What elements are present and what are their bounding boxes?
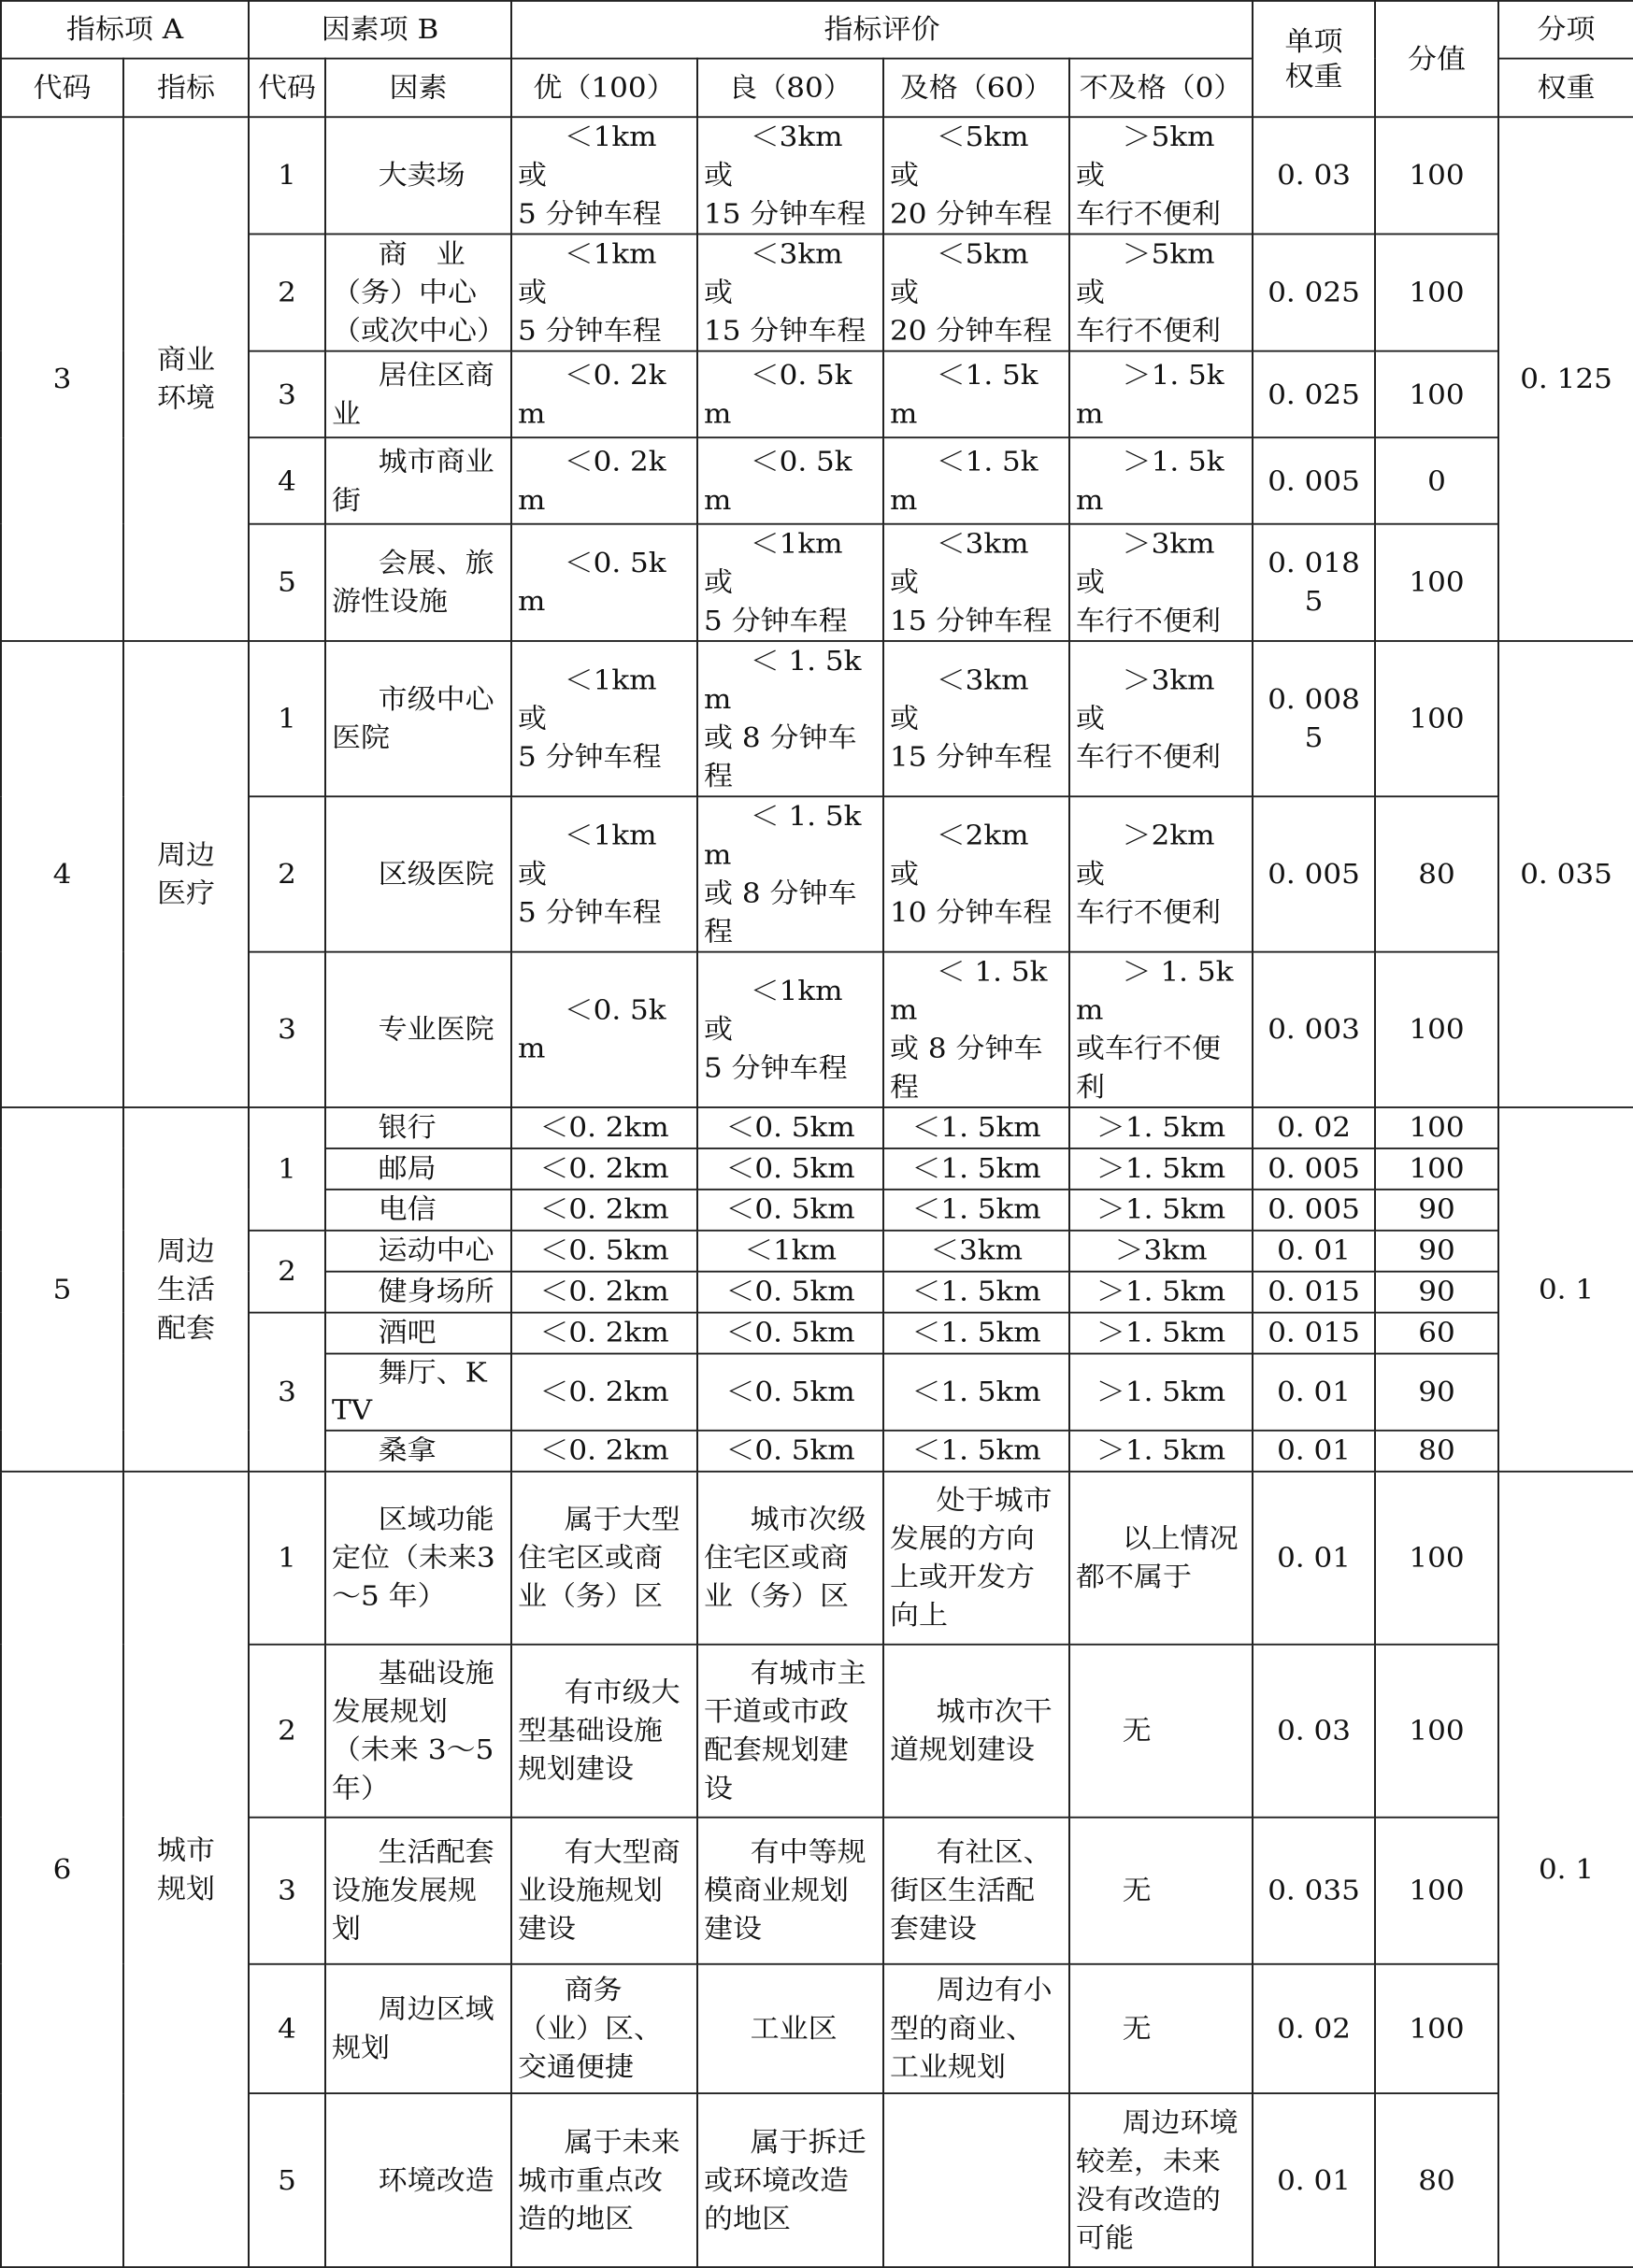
single-weight-cell: 0. 003	[1253, 952, 1375, 1107]
factor-name-cell: 电信	[325, 1190, 511, 1231]
eval-excellent-cell: ＜1km 或 5 分钟车程	[511, 796, 697, 951]
eval-excellent-cell: ＜0. 2km	[511, 351, 697, 438]
eval-fail-cell: ＞1. 5km	[1069, 1190, 1253, 1231]
header-sub-weight-top: 分项	[1498, 1, 1633, 59]
eval-pass-cell: ＜1. 5km	[883, 1354, 1069, 1431]
eval-pass-cell: ＜1. 5km	[883, 1148, 1069, 1190]
score-cell: 80	[1375, 796, 1498, 951]
score-cell: 100	[1375, 1964, 1498, 2093]
factor-name-cell: 桑拿	[325, 1431, 511, 1472]
eval-fail-cell: 以上情况都不属于	[1069, 1472, 1253, 1645]
score-cell: 100	[1375, 952, 1498, 1107]
eval-excellent-cell: ＜1km 或 5 分钟车程	[511, 117, 697, 234]
eval-fail-cell: ＞5km 或 车行不便利	[1069, 234, 1253, 350]
factor-code-cell: 3	[249, 952, 325, 1107]
eval-pass-cell: ＜1. 5km	[883, 1190, 1069, 1231]
eval-excellent-cell: ＜0. 2km	[511, 1148, 697, 1190]
eval-excellent-cell: 有市级大型基础设施规划建设	[511, 1645, 697, 1818]
score-cell: 100	[1375, 1148, 1498, 1190]
eval-pass-cell: ＜3km	[883, 1231, 1069, 1272]
eval-fail-cell: ＞ 1. 5km 或车行不便利	[1069, 952, 1253, 1107]
single-weight-cell: 0. 03	[1253, 1645, 1375, 1818]
eval-good-cell: ＜0. 5km	[697, 1431, 883, 1472]
eval-pass-cell: ＜1. 5km	[883, 1272, 1069, 1313]
eval-pass-cell: ＜1. 5km	[883, 1431, 1069, 1472]
eval-excellent-cell: ＜0. 2km	[511, 1107, 697, 1148]
single-weight-cell: 0. 025	[1253, 351, 1375, 438]
factor-code-cell: 3	[249, 1313, 325, 1472]
single-weight-cell: 0. 015	[1253, 1313, 1375, 1354]
eval-excellent-cell: ＜1km 或 5 分钟车程	[511, 641, 697, 796]
eval-fail-cell: ＞1. 5km	[1069, 1431, 1253, 1472]
eval-pass-cell: ＜1. 5km	[883, 437, 1069, 524]
eval-fail-cell: ＞1. 5km	[1069, 437, 1253, 524]
eval-pass-cell: 处于城市发展的方向上或开发方向上	[883, 1472, 1069, 1645]
single-weight-cell: 0. 025	[1253, 234, 1375, 350]
single-weight-cell: 0. 01	[1253, 1472, 1375, 1645]
factor-code-cell: 3	[249, 351, 325, 438]
eval-fail-cell: ＞1. 5km	[1069, 1354, 1253, 1431]
single-weight-cell: 0. 005	[1253, 1148, 1375, 1190]
eval-pass-cell: 城市次干道规划建设	[883, 1645, 1069, 1818]
indicator-name-cell: 周边 生活 配套	[123, 1107, 249, 1472]
single-weight-cell: 0. 01	[1253, 1231, 1375, 1272]
single-weight-cell: 0. 01	[1253, 1431, 1375, 1472]
eval-excellent-cell: ＜0. 2km	[511, 1313, 697, 1354]
eval-good-cell: ＜3km 或 15 分钟车程	[697, 234, 883, 350]
indicator-code-cell: 4	[1, 641, 123, 1107]
eval-fail-cell: ＞3km 或 车行不便利	[1069, 524, 1253, 641]
eval-good-cell: 有中等规模商业规划建设	[697, 1818, 883, 1964]
eval-fail-cell: ＞5km 或 车行不便利	[1069, 117, 1253, 234]
eval-pass-cell: ＜2km 或 10 分钟车程	[883, 796, 1069, 951]
factor-code-cell: 1	[249, 1472, 325, 1645]
factor-name-cell: 健身场所	[325, 1272, 511, 1313]
header-single-weight: 单项 权重	[1253, 1, 1375, 117]
eval-pass-cell: ＜1. 5km	[883, 1107, 1069, 1148]
score-cell: 100	[1375, 641, 1498, 796]
factor-code-cell: 5	[249, 2093, 325, 2267]
single-weight-cell: 0. 005	[1253, 437, 1375, 524]
factor-name-cell: 生活配套设施发展规划	[325, 1818, 511, 1964]
table-row	[1, 1107, 1633, 1148]
header-code-a: 代码	[1, 59, 123, 118]
factor-code-cell: 3	[249, 1818, 325, 1964]
eval-good-cell: 属于拆迁或环境改造的地区	[697, 2093, 883, 2267]
single-weight-cell: 0. 035	[1253, 1818, 1375, 1964]
factor-name-cell: 区域功能定位（未来3～5 年）	[325, 1472, 511, 1645]
single-weight-cell: 0. 01	[1253, 2093, 1375, 2267]
eval-excellent-cell: ＜0. 2km	[511, 1190, 697, 1231]
factor-name-cell: 运动中心	[325, 1231, 511, 1272]
header-row-1	[1, 1, 1633, 59]
single-weight-cell: 0. 005	[1253, 796, 1375, 951]
score-cell: 100	[1375, 1107, 1498, 1148]
eval-fail-cell: 周边环境较差，未来没有改造的可能	[1069, 2093, 1253, 2267]
eval-excellent-cell: ＜0. 5km	[511, 1231, 697, 1272]
score-cell: 100	[1375, 1645, 1498, 1818]
factor-name-cell: 城市商业街	[325, 437, 511, 524]
score-cell: 90	[1375, 1190, 1498, 1231]
eval-good-cell: ＜0. 5km	[697, 1190, 883, 1231]
factor-code-cell: 5	[249, 524, 325, 641]
eval-pass-cell: ＜5km 或 20 分钟车程	[883, 117, 1069, 234]
score-cell: 80	[1375, 2093, 1498, 2267]
eval-excellent-cell: 有大型商业设施规划建设	[511, 1818, 697, 1964]
eval-pass-cell: ＜5km 或 20 分钟车程	[883, 234, 1069, 350]
score-cell: 0	[1375, 437, 1498, 524]
factor-code-cell: 1	[249, 641, 325, 796]
score-cell: 100	[1375, 1472, 1498, 1645]
score-cell: 100	[1375, 234, 1498, 350]
single-weight-cell: 0. 005	[1253, 1190, 1375, 1231]
sub-weight-cell: 0. 1	[1498, 1107, 1633, 1472]
eval-fail-cell: ＞1. 5km	[1069, 1272, 1253, 1313]
eval-excellent-cell: ＜0. 2km	[511, 1431, 697, 1472]
single-weight-cell: 0. 015	[1253, 1272, 1375, 1313]
single-weight-cell: 0. 01	[1253, 1354, 1375, 1431]
factor-code-cell: 1	[249, 1107, 325, 1231]
eval-good-cell: ＜0. 5km	[697, 1148, 883, 1190]
eval-good-cell: ＜ 1. 5km 或 8 分钟车程	[697, 796, 883, 951]
eval-fail-cell: ＞1. 5km	[1069, 1107, 1253, 1148]
single-weight-cell: 0. 03	[1253, 117, 1375, 234]
header-indicator: 指标	[123, 59, 249, 118]
indicator-name-cell: 城市 规划	[123, 1472, 249, 2267]
header-excellent: 优（100）	[511, 59, 697, 118]
eval-excellent-cell: ＜0. 5km	[511, 524, 697, 641]
eval-good-cell: ＜0. 5km	[697, 1107, 883, 1148]
eval-good-cell: ＜1km 或 5 分钟车程	[697, 524, 883, 641]
header-good: 良（80）	[697, 59, 883, 118]
score-cell: 90	[1375, 1231, 1498, 1272]
eval-pass-cell: ＜1. 5km	[883, 1313, 1069, 1354]
table-row	[1, 1472, 1633, 1645]
eval-pass-cell	[883, 2093, 1069, 2267]
factor-name-cell: 酒吧	[325, 1313, 511, 1354]
factor-code-cell: 4	[249, 1964, 325, 2093]
factor-name-cell: 银行	[325, 1107, 511, 1148]
factor-name-cell: 市级中心医院	[325, 641, 511, 796]
eval-fail-cell: 无	[1069, 1645, 1253, 1818]
score-cell: 100	[1375, 117, 1498, 234]
sub-weight-cell: 0. 1	[1498, 1472, 1633, 2267]
eval-fail-cell: 无	[1069, 1964, 1253, 2093]
eval-good-cell: 工业区	[697, 1964, 883, 2093]
factor-name-cell: 环境改造	[325, 2093, 511, 2267]
eval-pass-cell: ＜ 1. 5km 或 8 分钟车程	[883, 952, 1069, 1107]
eval-good-cell: ＜0. 5km	[697, 1313, 883, 1354]
factor-code-cell: 1	[249, 117, 325, 234]
factor-name-cell: 舞厅、KTV	[325, 1354, 511, 1431]
eval-good-cell: ＜0. 5km	[697, 1272, 883, 1313]
score-cell: 100	[1375, 524, 1498, 641]
header-sub-weight-bottom: 权重	[1498, 59, 1633, 118]
table-row	[1, 641, 1633, 796]
eval-fail-cell: ＞3km 或 车行不便利	[1069, 641, 1253, 796]
score-cell: 90	[1375, 1272, 1498, 1313]
factor-name-cell: 会展、旅游性设施	[325, 524, 511, 641]
eval-good-cell: ＜0. 5km	[697, 437, 883, 524]
eval-good-cell: 城市次级住宅区或商业（务）区	[697, 1472, 883, 1645]
eval-excellent-cell: 商务（业）区、交通便捷	[511, 1964, 697, 2093]
eval-fail-cell: 无	[1069, 1818, 1253, 1964]
eval-fail-cell: ＞2km 或 车行不便利	[1069, 796, 1253, 951]
indicator-name-cell: 商业 环境	[123, 117, 249, 641]
eval-good-cell: ＜3km 或 15 分钟车程	[697, 117, 883, 234]
eval-excellent-cell: ＜1km 或 5 分钟车程	[511, 234, 697, 350]
eval-pass-cell: ＜3km 或 15 分钟车程	[883, 524, 1069, 641]
single-weight-cell: 0. 0085	[1253, 641, 1375, 796]
factor-name-cell: 大卖场	[325, 117, 511, 234]
eval-excellent-cell: ＜0. 2km	[511, 1354, 697, 1431]
indicator-name-cell: 周边 医疗	[123, 641, 249, 1107]
eval-fail-cell: ＞3km	[1069, 1231, 1253, 1272]
eval-excellent-cell: ＜0. 2km	[511, 1272, 697, 1313]
header-factor: 因素	[325, 59, 511, 118]
indicator-code-cell: 3	[1, 117, 123, 641]
eval-good-cell: 有城市主干道或市政配套规划建设	[697, 1645, 883, 1818]
eval-fail-cell: ＞1. 5km	[1069, 351, 1253, 438]
eval-good-cell: ＜1km	[697, 1231, 883, 1272]
header-factor-b: 因素项 B	[249, 1, 511, 59]
single-weight-cell: 0. 02	[1253, 1107, 1375, 1148]
eval-good-cell: ＜ 1. 5km 或 8 分钟车程	[697, 641, 883, 796]
eval-fail-cell: ＞1. 5km	[1069, 1148, 1253, 1190]
eval-pass-cell: ＜1. 5km	[883, 351, 1069, 438]
header-fail: 不及格（0）	[1069, 59, 1253, 118]
factor-code-cell: 2	[249, 1645, 325, 1818]
header-evaluation: 指标评价	[511, 1, 1253, 59]
indicator-code-cell: 6	[1, 1472, 123, 2267]
eval-excellent-cell: ＜0. 5km	[511, 952, 697, 1107]
sub-weight-cell: 0. 035	[1498, 641, 1633, 1107]
factor-name-cell: 商 业 （务）中心 （或次中心）	[325, 234, 511, 350]
eval-good-cell: ＜1km 或 5 分钟车程	[697, 952, 883, 1107]
eval-pass-cell: ＜3km 或 15 分钟车程	[883, 641, 1069, 796]
single-weight-cell: 0. 0185	[1253, 524, 1375, 641]
factor-name-cell: 区级医院	[325, 796, 511, 951]
factor-code-cell: 2	[249, 1231, 325, 1313]
header-pass: 及格（60）	[883, 59, 1069, 118]
factor-name-cell: 居住区商业	[325, 351, 511, 438]
eval-excellent-cell: 属于大型住宅区或商业（务）区	[511, 1472, 697, 1645]
indicator-code-cell: 5	[1, 1107, 123, 1472]
factor-code-cell: 2	[249, 796, 325, 951]
score-cell: 80	[1375, 1431, 1498, 1472]
factor-name-cell: 专业医院	[325, 952, 511, 1107]
factor-name-cell: 邮局	[325, 1148, 511, 1190]
eval-good-cell: ＜0. 5km	[697, 351, 883, 438]
sub-weight-cell: 0. 125	[1498, 117, 1633, 641]
score-cell: 90	[1375, 1354, 1498, 1431]
eval-good-cell: ＜0. 5km	[697, 1354, 883, 1431]
eval-pass-cell: 周边有小型的商业、工业规划	[883, 1964, 1069, 2093]
factor-code-cell: 4	[249, 437, 325, 524]
header-code-b: 代码	[249, 59, 325, 118]
header-score: 分值	[1375, 1, 1498, 117]
eval-fail-cell: ＞1. 5km	[1069, 1313, 1253, 1354]
table-row	[1, 117, 1633, 234]
score-cell: 60	[1375, 1313, 1498, 1354]
factor-name-cell: 基础设施发展规划（未来 3～5 年）	[325, 1645, 511, 1818]
header-indicator-a: 指标项 A	[1, 1, 249, 59]
single-weight-cell: 0. 02	[1253, 1964, 1375, 2093]
factor-name-cell: 周边区域规划	[325, 1964, 511, 2093]
factor-code-cell: 2	[249, 234, 325, 350]
score-cell: 100	[1375, 351, 1498, 438]
eval-excellent-cell: ＜0. 2km	[511, 437, 697, 524]
score-cell: 100	[1375, 1818, 1498, 1964]
eval-excellent-cell: 属于未来城市重点改造的地区	[511, 2093, 697, 2267]
eval-pass-cell: 有社区、街区生活配套建设	[883, 1818, 1069, 1964]
